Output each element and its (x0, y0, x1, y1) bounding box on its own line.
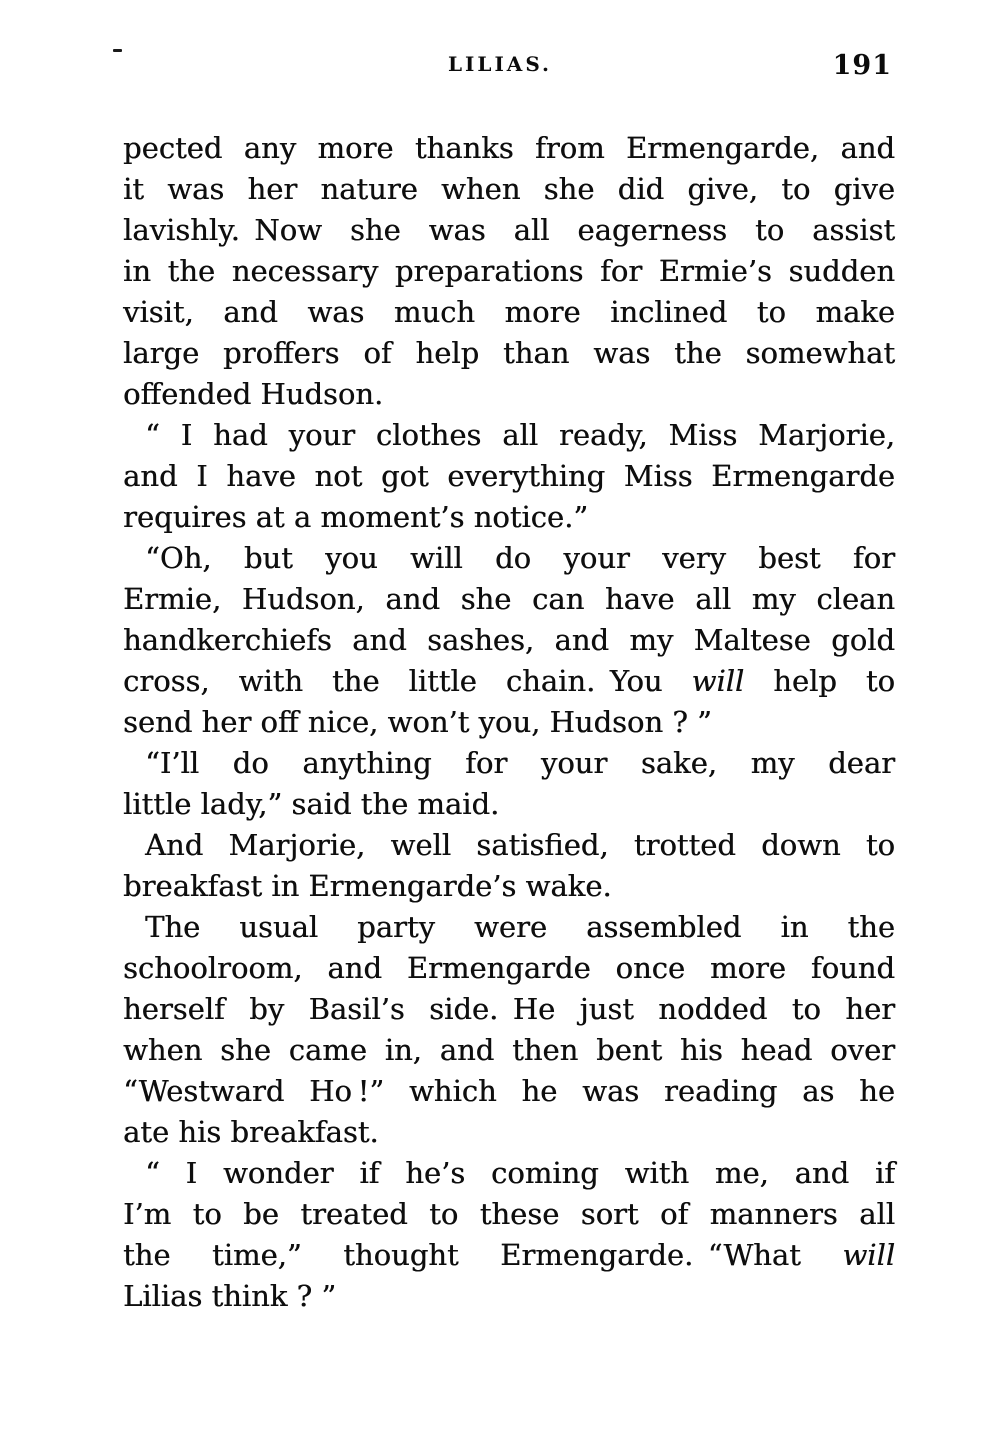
text-line: herself by Basil’s side. He just nodded to her (123, 992, 895, 1026)
text-line: Lilias think ? ” (123, 1279, 337, 1313)
text-block (123, 128, 895, 1317)
text-line: the time,” thought Ermengarde. “What will (123, 1238, 895, 1272)
text-line: little lady,” said the maid. (123, 787, 500, 821)
text-line: large proffers of help than was the somewhat (123, 336, 895, 370)
text-line: lavishly. Now she was all eagerness to assist (123, 213, 895, 247)
text-line: visit, and was much more inclined to make (123, 295, 895, 329)
text-line: “Oh, but you will do your very best for (145, 541, 895, 575)
text-line: “I’ll do anything for your sake, my dear (145, 746, 895, 780)
text-line: schoolroom, and Ermengarde once more found (123, 951, 895, 985)
page-number: 191 (832, 50, 892, 81)
text-line: requires at a moment’s notice.” (123, 500, 589, 534)
text-line: offended Hudson. (123, 377, 384, 411)
text-line: The usual party were assembled in the (145, 910, 895, 944)
text-line: I’m to be treated to these sort of manners all (123, 1197, 895, 1231)
text-line: “ I had your clothes all ready, Miss Marjorie, (145, 418, 895, 452)
text-line: ate his breakfast. (123, 1115, 379, 1149)
text-line: breakfast in Ermengarde’s wake. (123, 869, 612, 903)
text-line: pected any more thanks from Ermengarde, and (123, 131, 895, 165)
text-line: “ I wonder if he’s coming with me, and if (145, 1156, 895, 1190)
text-line: send her off nice, won’t you, Hudson ? ” (123, 705, 712, 739)
text-line: it was her nature when she did give, to give (123, 172, 895, 206)
running-head-title: LILIAS. (447, 52, 553, 76)
text-line: Ermie, Hudson, and she can have all my clean (123, 582, 895, 616)
text-line: and I have not got everything Miss Ermengarde (123, 459, 895, 493)
text-line: handkerchiefs and sashes, and my Maltese gold (123, 623, 895, 657)
text-line: when she came in, and then bent his head over (123, 1033, 895, 1067)
text-line: cross, with the little chain. You will help to (123, 664, 896, 698)
text-line: “Westward Ho !” which he was reading as he (123, 1074, 895, 1108)
text-line: in the necessary preparations for Ermie’s sudden (123, 254, 895, 288)
text-line: And Marjorie, well satisfied, trotted down to (145, 828, 895, 862)
